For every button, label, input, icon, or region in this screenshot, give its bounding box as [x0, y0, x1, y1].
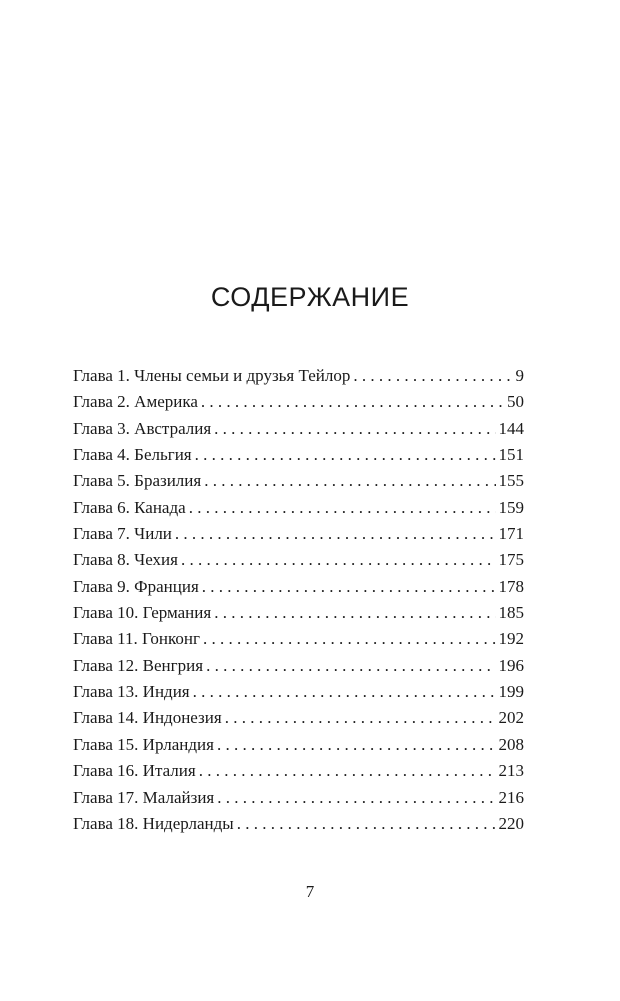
- toc-entry-page: 175: [498, 550, 524, 570]
- toc-entry[interactable]: [73, 471, 524, 497]
- dot-leader: [217, 788, 495, 808]
- toc-entry-page: 202: [498, 708, 524, 728]
- toc-entry-page: 199: [498, 682, 524, 702]
- dot-leader: [214, 419, 495, 439]
- toc-entry-label: Глава 1. Члены семьи и друзья Тейлор: [73, 366, 351, 385]
- toc-entry-label: Глава 2. Америка: [73, 392, 198, 412]
- toc-entry-label: Глава 18. Нидерланды: [73, 813, 234, 833]
- toc-title: СОДЕРЖАНИЕ: [210, 282, 410, 312]
- toc-entry[interactable]: [73, 814, 524, 840]
- toc-entry-label: Глава 17. Малайзия: [73, 787, 215, 807]
- toc-entry[interactable]: [73, 419, 524, 445]
- toc-entry[interactable]: [73, 577, 524, 603]
- toc-list: [73, 366, 524, 840]
- dot-leader: [353, 366, 512, 386]
- toc-entry[interactable]: [73, 761, 524, 787]
- toc-entry[interactable]: [73, 629, 524, 655]
- toc-entry-label: Глава 6. Канада: [73, 497, 186, 517]
- toc-entry[interactable]: [73, 788, 524, 814]
- toc-entry-page: 50: [507, 392, 524, 412]
- dot-leader: [217, 735, 496, 755]
- toc-entry[interactable]: [73, 682, 524, 708]
- toc-entry[interactable]: [73, 498, 524, 524]
- toc-entry-page: 192: [498, 629, 524, 649]
- dot-leader: [204, 471, 495, 491]
- toc-entry-page: 9: [515, 366, 524, 385]
- toc-entry[interactable]: [73, 445, 524, 471]
- toc-entry-label: Глава 9. Франция: [73, 576, 199, 596]
- toc-entry-label: Глава 5. Бразилия: [73, 471, 202, 491]
- dot-leader: [203, 629, 496, 649]
- toc-entry-label: Глава 15. Ирландия: [73, 734, 214, 754]
- toc-entry-page: 196: [498, 655, 524, 675]
- toc-entry-label: Глава 10. Германия: [73, 603, 212, 623]
- toc-entry[interactable]: [73, 735, 524, 761]
- dot-leader: [199, 761, 496, 781]
- toc-entry[interactable]: [73, 656, 524, 682]
- dot-leader: [195, 445, 496, 465]
- toc-entry-label: Глава 11. Гонконг: [73, 629, 200, 649]
- toc-entry-label: Глава 13. Индия: [73, 682, 190, 702]
- toc-entry[interactable]: [73, 550, 524, 576]
- dot-leader: [225, 708, 496, 728]
- toc-entry-label: Глава 8. Чехия: [73, 550, 178, 570]
- dot-leader: [201, 392, 504, 412]
- toc-entry-label: Глава 14. Индонезия: [73, 708, 222, 728]
- toc-entry[interactable]: [73, 392, 524, 418]
- toc-entry-page: 208: [498, 734, 524, 754]
- toc-entry[interactable]: [73, 603, 524, 629]
- dot-leader: [202, 577, 496, 597]
- dot-leader: [214, 603, 495, 623]
- toc-entry-label: Глава 3. Австралия: [73, 418, 212, 438]
- toc-entry-label: Глава 12. Венгрия: [73, 655, 204, 675]
- toc-entry-label: Глава 7. Чили: [73, 524, 172, 544]
- toc-entry-page: 159: [498, 497, 524, 517]
- toc-entry-page: 220: [498, 813, 524, 833]
- page-number: 7: [305, 882, 315, 901]
- toc-entry-page: 213: [498, 761, 524, 781]
- dot-leader: [189, 498, 496, 518]
- toc-entry[interactable]: [73, 366, 524, 392]
- dot-leader: [237, 814, 496, 834]
- dot-leader: [193, 682, 496, 702]
- toc-entry-label: Глава 16. Италия: [73, 761, 196, 781]
- toc-entry[interactable]: [73, 708, 524, 734]
- toc-entry-page: 185: [498, 603, 524, 623]
- toc-entry-page: 151: [498, 445, 524, 465]
- toc-entry-page: 171: [498, 524, 524, 544]
- dot-leader: [181, 550, 496, 570]
- toc-entry-page: 155: [498, 471, 524, 491]
- toc-entry-page: 144: [498, 418, 524, 438]
- dot-leader: [206, 656, 495, 676]
- dot-leader: [175, 524, 496, 544]
- toc-entry-page: 216: [498, 787, 524, 807]
- toc-entry-label: Глава 4. Бельгия: [73, 445, 192, 465]
- toc-entry[interactable]: [73, 524, 524, 550]
- toc-entry-page: 178: [498, 576, 524, 596]
